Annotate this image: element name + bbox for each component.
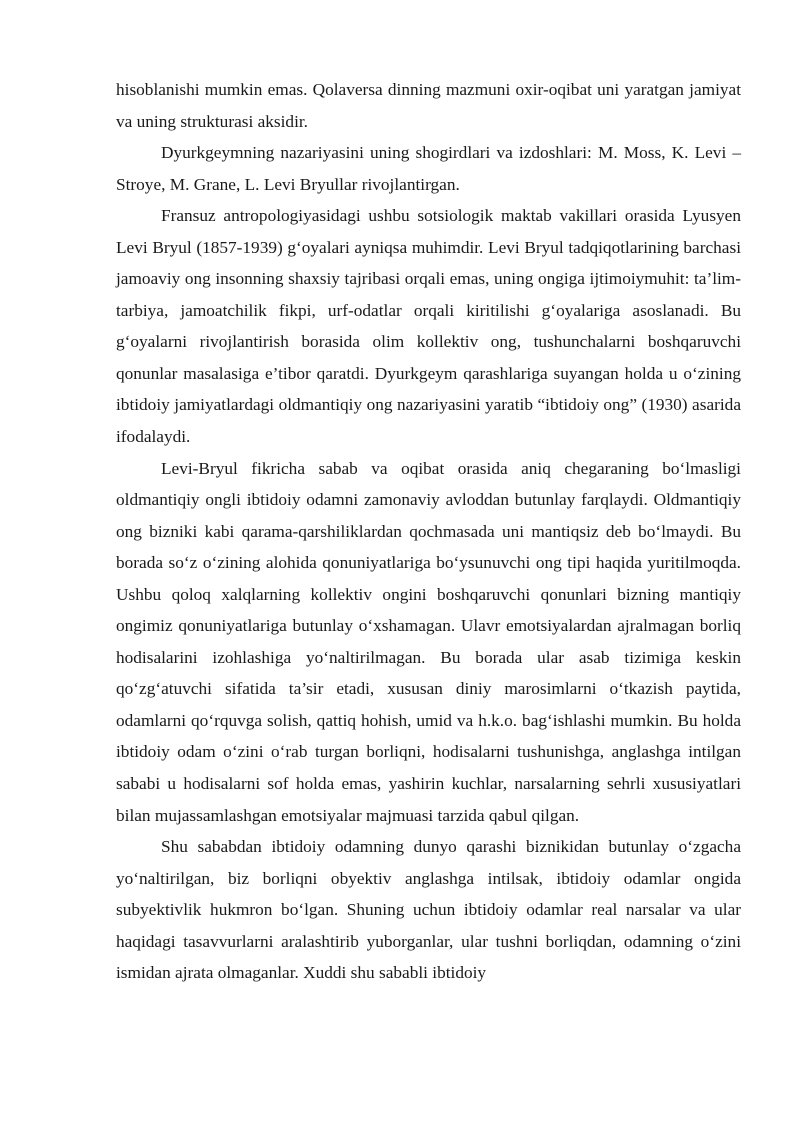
document-page: [116, 74, 741, 989]
paragraph-4: Levi-Bryul fikricha sabab va oqibat orasida aniq chegaraning bo‘lmasligi oldmantiqiy ongli ibtidoiy odamni zamonaviy avloddan butunlay farqlaydi. Oldmantiqiy ong bizniki kabi qarama-qarshiliklardan qochmasada uni mantiqsiz deb bo‘lmaydi. Bu borada so‘z o‘zining alohida qonuniyatlariga bo‘ysunuvchi ong tipi haqida yuritilmoqda. Ushbu qoloq xalqlarning kollektiv ongini boshqaruvchi qonunlari bizning mantiqiy ongimiz qonuniyatlariga butunlay o‘xshamagan. Ulavr emotsiyalardan ajralmagan borliq hodisalarini izohlashiga yo‘naltirilmagan. Bu borada ular asab tizimiga keskin qo‘zg‘atuvchi sifatida ta’sir etadi, xususan diniy marosimlarni o‘tkazish paytida, odamlarni qo‘rquvga solish, qattiq hohish, umid va h.k.o. bag‘ishlashi mumkin. Bu holda ibtidoiy odam o‘zini o‘rab turgan borliqni, hodisalarni tushunishga, anglashga intilgan sababi u hodisalarni sof holda emas, yashirin kuchlar, narsalarning sehrli xususiyatlari bilan mujassamlashgan emotsiyalar majmuasi tarzida qabul qilgan.: [116, 458, 741, 825]
paragraph-2: Dyurkgeymning nazariyasini uning shogirdlari va izdoshlari: M. Moss, K. Levi – Stroye, M. Grane, L. Levi Bryullar rivojlantirgan.: [116, 143, 741, 194]
paragraph-5: Shu sababdan ibtidoiy odamning dunyo qarashi biznikidan butunlay o‘zgacha yo‘naltirilgan, biz borliqni obyektiv anglashga intilsak, ibtidoiy odamlar ongida subyektivlik hukmron bo‘lgan. Shuning uchun ibtidoiy odamlar real narsalar va ular haqidagi tasavvurlarni aralashtirib yuborganlar, ular tushni borliqdan, odamning o‘zini ismidan ajrata olmaganlar. Xuddi shu sababli ibtidoiy: [116, 837, 741, 983]
paragraph-1: hisoblanishi mumkin emas. Qolaversa dinning mazmuni oxir-oqibat uni yaratgan jamiyat va uning strukturasi aksidir.: [116, 80, 741, 131]
paragraph-3: Fransuz antropologiyasidagi ushbu sotsiologik maktab vakillari orasida Lyusyen Levi Bryul (1857-1939) g‘oyalari ayniqsa muhimdir. Levi Bryul tadqiqotlarining barchasi jamoaviy ong insonning shaxsiy tajribasi orqali emas, uning ongiga ijtimoiymuhit: ta’lim-tarbiya, jamoatchilik fikpi, urf-odatlar orqali kiritilishi g‘oyalariga asoslanadi. Bu g‘oyalarni rivojlantirish borasida olim kollektiv ong, tushunchalarni boshqaruvchi qonunlar masalasiga e’tibor qaratdi. Dyurkgeym qarashlariga suyangan holda u o‘zining ibtidoiy jamiyatlardagi oldmantiqiy ong nazariyasini yaratib “ibtidoiy ong” (1930) asarida ifodalaydi.: [116, 206, 741, 447]
